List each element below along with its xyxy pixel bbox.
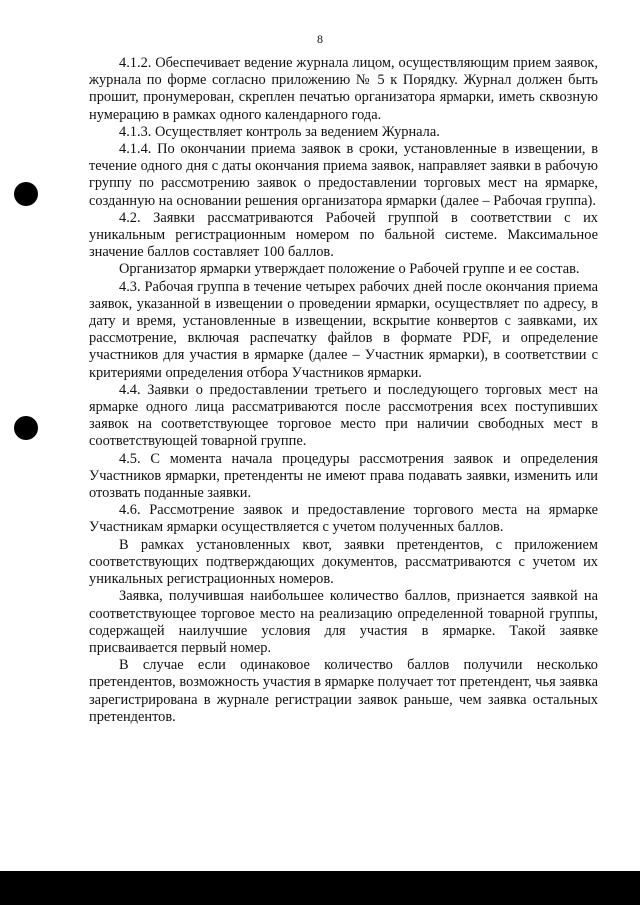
paragraph-4-4: 4.4. Заявки о предоставлении третьего и последующего торговых мест на ярмарке одного лица рассматриваются после рассмотрения всех поступивших заявок на соответствующее торговое место при наличии свободных мест в соответствующей товарной группе. bbox=[89, 381, 598, 450]
binder-hole-mark bbox=[14, 416, 38, 440]
scan-bottom-edge bbox=[0, 871, 640, 905]
document-body bbox=[89, 55, 598, 726]
paragraph-quotas: В рамках установленных квот, заявки претендентов, с приложением соответствующих подтверждающих документов, рассматриваются с учетом их уникальных регистрационных номеров. bbox=[89, 536, 598, 588]
paragraph-highest-score: Заявка, получившая наибольшее количество баллов, признается заявкой на соответствующее торговое место на реализацию определенной товарной группы, содержащей наилучшие условия для участия в ярмарке. Такой заявке присваивается первый номер. bbox=[89, 588, 598, 656]
page-number: 8 bbox=[317, 32, 323, 46]
paragraph-4-6: 4.6. Рассмотрение заявок и предоставление торгового места на ярмарке Участникам ярмарки осуществляется с учетом полученных баллов. bbox=[89, 502, 598, 536]
paragraph-4-1-3: 4.1.3. Осуществляет контроль за ведением Журнала. bbox=[119, 123, 440, 140]
paragraph-4-1-2: 4.1.2. Обеспечивает ведение журнала лицом, осуществляющим прием заявок, журнала по форме согласно приложению № 5 к Порядку. Журнал должен быть прошит, пронумерован, скреплен печатью организатора ярмарки, иметь сквозную нумерацию в рамках одного календарного года. bbox=[89, 55, 598, 123]
paragraph-4-3: 4.3. Рабочая группа в течение четырех рабочих дней после окончания приема заявок, указанной в извещении о проведении ярмарки, осуществляет по адресу, в дату и время, установленные в извещении, вскрытие конвертов с заявками, их рассмотрение, включая распечатку файлов в формате PDF, и определение участников для участия в ярмарке (далее – Участник ярмарки), в соответствии с критериями определения отбора Участников ярмарки. bbox=[89, 278, 598, 381]
paragraph-organizer: Организатор ярмарки утверждает положение о Рабочей группе и ее состав. bbox=[119, 261, 580, 278]
paragraph-4-2: 4.2. Заявки рассматриваются Рабочей группой в соответствии с их уникальным регистрационным номером по бальной системе. Максимальное значение баллов составляет 100 баллов. bbox=[89, 209, 598, 261]
paragraph-4-1-4: 4.1.4. По окончании приема заявок в сроки, установленные в извещении, в течение одного дня с даты окончания приема заявок, направляет заявки в рабочую группу по рассмотрению заявок о предоставлении торговых мест на ярмарке, созданную на основании решения организатора ярмарки (далее – Рабочая группа). bbox=[89, 141, 598, 209]
binder-hole-mark bbox=[14, 182, 38, 206]
paragraph-4-5: 4.5. С момента начала процедуры рассмотрения заявок и определения Участников ярмарки, претенденты не имеют права подавать заявки, изменить или отозвать поданные заявки. bbox=[89, 450, 598, 502]
paragraph-equal-score: В случае если одинаковое количество баллов получили несколько претендентов, возможность участия в ярмарке получает тот претендент, чья заявка зарегистрирована в журнале регистрации заявок раньше, чем заявка остальных претендентов. bbox=[89, 657, 598, 725]
